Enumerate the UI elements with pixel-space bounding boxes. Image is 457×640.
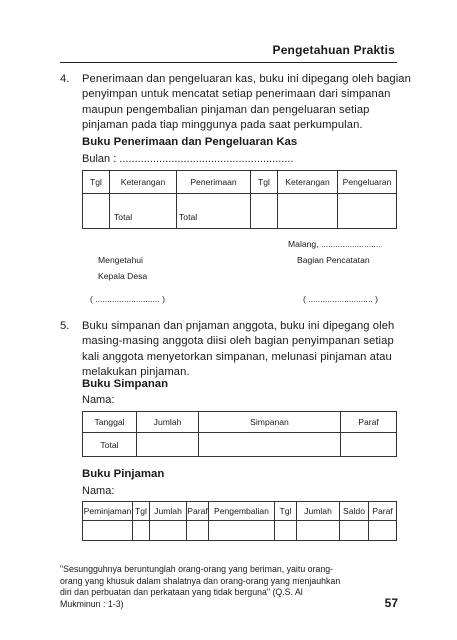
paragraph-line: Buku simpanan dan pnjaman anggota, buku ini dipegang oleh bbox=[82, 320, 395, 332]
header-cell: Paraf bbox=[187, 502, 209, 521]
total-right-cell bbox=[177, 194, 251, 229]
place-date: Malang, ......................... bbox=[288, 239, 381, 249]
quote-line: orang yang khusuk dalam shalatnya dan orang-orang yang menjauhkan bbox=[60, 575, 341, 586]
paragraph-line: masing-masing anggota diisi oleh bagian penyimpanan setiap bbox=[82, 335, 394, 348]
header-cell: Tgl bbox=[133, 502, 150, 521]
item-4-paragraph bbox=[82, 72, 411, 134]
header-cell: Tgl bbox=[251, 171, 278, 194]
header-cell: Tgl bbox=[275, 502, 297, 521]
savings-book-title: Buku Simpanan bbox=[82, 378, 169, 390]
header-cell: Jumlah bbox=[137, 412, 199, 433]
header-cell: Paraf bbox=[341, 412, 397, 433]
quote-line: "Sesungguhnya beruntunglah orang-orang yang beriman, yaitu orang- bbox=[60, 564, 334, 574]
header-cell: Paraf bbox=[369, 502, 397, 521]
header-cell: Peminjaman bbox=[83, 502, 133, 521]
total-left-cell bbox=[110, 194, 177, 229]
paragraph-line: Penerimaan dan pengeluaran kas, buku ini dipegang oleh bagian bbox=[82, 73, 411, 85]
header-cell: Jumlah bbox=[150, 502, 187, 521]
body-cell bbox=[209, 521, 275, 541]
savings-table bbox=[82, 411, 397, 457]
header-cell: Tgl bbox=[83, 171, 110, 194]
cash-book-table bbox=[82, 170, 397, 229]
body-cell bbox=[369, 521, 397, 541]
body-cell bbox=[83, 521, 133, 541]
header-cell: Keterangan bbox=[110, 171, 177, 194]
village-head-role: Kepala Desa bbox=[98, 271, 148, 281]
loan-book-title: Buku Pinjaman bbox=[82, 468, 165, 480]
body-cell bbox=[297, 521, 340, 541]
body-cell bbox=[133, 521, 150, 541]
savings-total-label: Total bbox=[100, 439, 119, 450]
header-cell: Keterangan bbox=[278, 171, 338, 194]
running-header: Pengetahuan Praktis bbox=[272, 43, 395, 57]
body-cell bbox=[275, 521, 297, 541]
quote-line: diri dan perbuatan dan perkataan yang tidak berguna" (Q.S. Al bbox=[60, 587, 303, 598]
body-cell bbox=[199, 433, 341, 457]
paragraph-line: kali anggota menyetorkan simpanan, melunasi pinjaman atau bbox=[82, 350, 392, 363]
paragraph-line: penyimpan untuk mencatat setiap penerimaan dari simpanan bbox=[82, 88, 391, 101]
loan-name-label: Nama: bbox=[82, 485, 115, 497]
body-cell bbox=[83, 194, 110, 229]
body-cell bbox=[150, 521, 187, 541]
savings-name-label: Nama: bbox=[82, 394, 115, 406]
header-cell: Penerimaan bbox=[177, 171, 251, 194]
body-cell bbox=[341, 433, 397, 457]
total-cell bbox=[83, 433, 137, 457]
cash-book-title: Buku Penerimaan dan Pengeluaran Kas bbox=[82, 136, 298, 148]
body-cell bbox=[338, 194, 397, 229]
right-signature-blank: ( ........................... ) bbox=[303, 294, 378, 304]
item-5-number: 5. bbox=[60, 320, 70, 332]
left-signature-blank: ( ........................... ) bbox=[90, 294, 165, 304]
header-cell: Pengeluaran bbox=[338, 171, 397, 194]
header-cell: Saldo bbox=[340, 502, 369, 521]
footer-quote bbox=[60, 564, 376, 610]
total-right-label: Total bbox=[179, 212, 198, 222]
header-cell: Pengembalian bbox=[209, 502, 275, 521]
page-number: 57 bbox=[384, 596, 398, 610]
body-cell bbox=[187, 521, 209, 541]
body-cell bbox=[340, 521, 369, 541]
body-cell bbox=[278, 194, 338, 229]
header-rule bbox=[60, 62, 397, 63]
acknowledged-label: Mengetahui bbox=[98, 255, 143, 265]
total-left-label: Total bbox=[114, 212, 133, 222]
paragraph-line: maupun pengembalian pinjaman dan pengeluaran setiap bbox=[82, 103, 370, 116]
item-5-paragraph bbox=[82, 319, 400, 381]
quote-line: Mukminun : 1-3) bbox=[60, 598, 124, 609]
paragraph-line: pinjaman pada tiap minggunya pada saat perkumpulan. bbox=[82, 119, 363, 132]
header-cell: Simpanan bbox=[199, 412, 341, 433]
body-cell bbox=[251, 194, 278, 229]
item-4-number: 4. bbox=[60, 73, 70, 85]
loan-table bbox=[82, 501, 397, 541]
month-label: Bulan : ......................................................... bbox=[82, 153, 294, 165]
header-cell: Jumlah bbox=[297, 502, 340, 521]
header-cell: Tanggal bbox=[83, 412, 137, 433]
recorder-role: Bagian Pencatatan bbox=[297, 255, 370, 265]
body-cell bbox=[137, 433, 199, 457]
paragraph-line: melakukan pinjaman. bbox=[82, 366, 190, 379]
